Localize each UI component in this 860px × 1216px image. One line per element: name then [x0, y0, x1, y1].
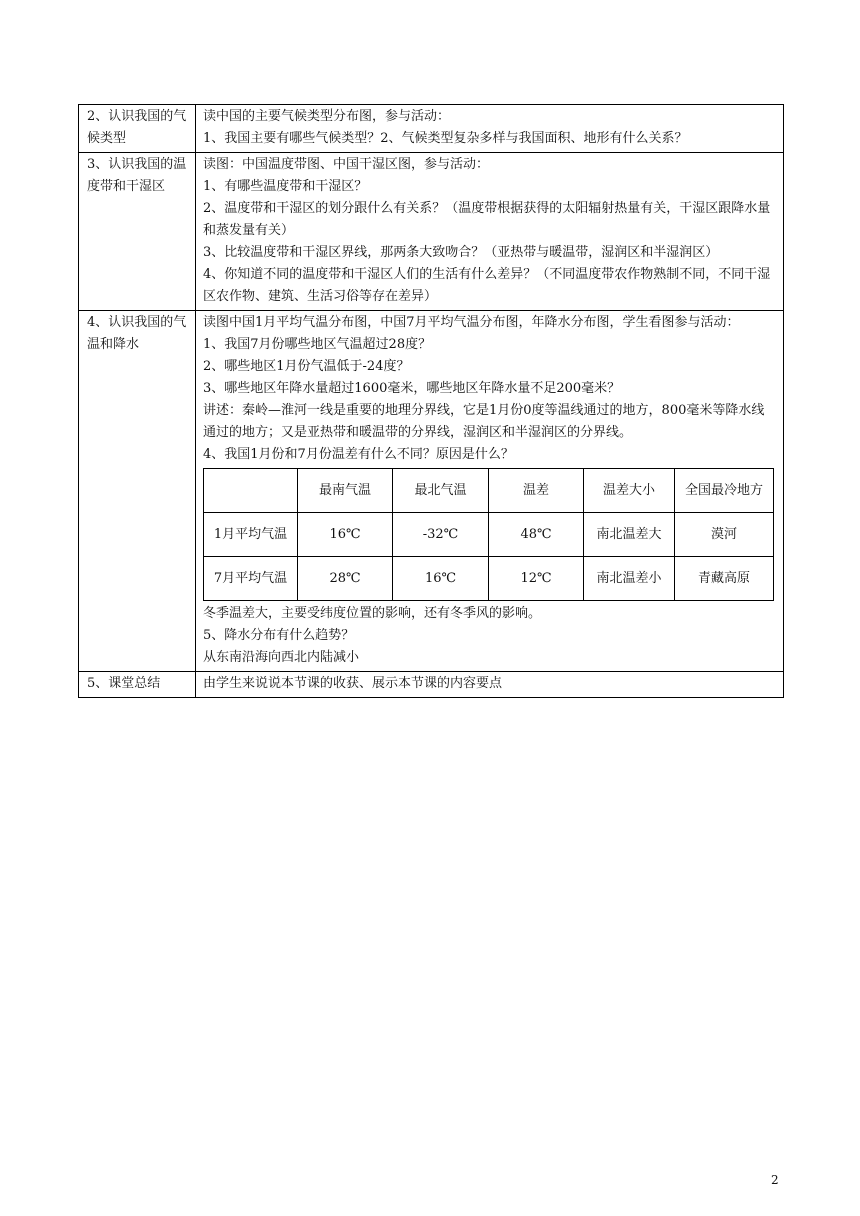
content-line: 3、哪些地区年降水量超过1600毫米，哪些地区年降水量不足200毫米？	[203, 381, 621, 396]
table-cell: 28℃	[298, 557, 393, 601]
table-cell: 7月平均气温	[204, 557, 298, 601]
header-cell	[204, 469, 298, 513]
content-line: 从东南沿海向西北内陆减小	[203, 650, 360, 665]
content-line: 读中国的主要气候类型分布图，参与活动：	[203, 109, 451, 124]
page-number: 2	[771, 1173, 779, 1187]
content-line: 4、你知道不同的温度带和干湿区人们的生活有什么差异？（不同温度带农作物熟制不同，不同干湿区农作物、建筑、生活习俗等存在差异）	[203, 267, 771, 304]
row-content	[196, 311, 784, 672]
table-row	[79, 672, 784, 698]
header-cell: 温差大小	[584, 469, 675, 513]
table-cell: 漠河	[675, 513, 774, 557]
header-cell: 最南气温	[298, 469, 393, 513]
table-cell: 1月平均气温	[204, 513, 298, 557]
table-cell: 南北温差大	[584, 513, 675, 557]
table-cell: 南北温差小	[584, 557, 675, 601]
table-cell: -32℃	[393, 513, 489, 557]
table-row	[79, 105, 784, 153]
content-line: 读图：中国温度带图、中国干湿区图，参与活动：	[203, 157, 490, 172]
row-content	[196, 105, 784, 153]
header-cell: 最北气温	[393, 469, 489, 513]
table-row	[204, 557, 774, 601]
content-line: 冬季温差大，主要受纬度位置的影响，还有冬季风的影响。	[203, 606, 542, 621]
content-line: 1、有哪些温度带和干湿区？	[203, 179, 368, 194]
table-cell: 12℃	[489, 557, 584, 601]
content-line: 4、我国1月份和7月份温差有什么不同？原因是什么？	[203, 447, 514, 462]
row-label: 3、认识我国的温度带和干湿区	[79, 153, 196, 311]
content-line: 1、我国7月份哪些地区气温超过28度？	[203, 337, 432, 352]
content-line: 2、哪些地区1月份气温低于-24度？	[203, 359, 410, 374]
temperature-comparison-table	[203, 468, 774, 601]
content-line: 5、降水分布有什么趋势？	[203, 628, 355, 643]
row-content	[196, 672, 784, 698]
row-content	[196, 153, 784, 311]
table-row	[204, 513, 774, 557]
content-line: 由学生来说说本节课的收获、展示本节课的内容要点	[203, 676, 503, 691]
table-header-row	[204, 469, 774, 513]
lesson-plan-table	[78, 104, 784, 698]
table-cell: 48℃	[489, 513, 584, 557]
content-line: 读图中国1月平均气温分布图，中国7月平均气温分布图，年降水分布图，学生看图参与活动：	[203, 315, 740, 330]
table-cell: 青藏高原	[675, 557, 774, 601]
table-row	[79, 311, 784, 672]
content-line: 1、我国主要有哪些气候类型？2、气候类型复杂多样与我国面积、地形有什么关系？	[203, 131, 688, 146]
header-cell: 全国最冷地方	[675, 469, 774, 513]
row-label: 2、认识我国的气候类型	[79, 105, 196, 153]
header-cell: 温差	[489, 469, 584, 513]
content-line: 2、温度带和干湿区的划分跟什么有关系？（温度带根据获得的太阳辐射热量有关，干湿区跟降水量和蒸发量有关）	[203, 201, 771, 238]
row-label: 4、认识我国的气温和降水	[79, 311, 196, 672]
content-line: 讲述：秦岭—淮河一线是重要的地理分界线，它是1月份0度等温线通过的地方，800毫米等降水线通过的地方；又是亚热带和暖温带的分界线，湿润区和半湿润区的分界线。	[203, 403, 765, 440]
table-row	[79, 153, 784, 311]
row-label: 5、课堂总结	[79, 672, 196, 698]
table-cell: 16℃	[298, 513, 393, 557]
content-line: 3、比较温度带和干湿区界线，那两条大致吻合？（亚热带与暖温带，湿润区和半湿润区）	[203, 245, 719, 260]
table-cell: 16℃	[393, 557, 489, 601]
